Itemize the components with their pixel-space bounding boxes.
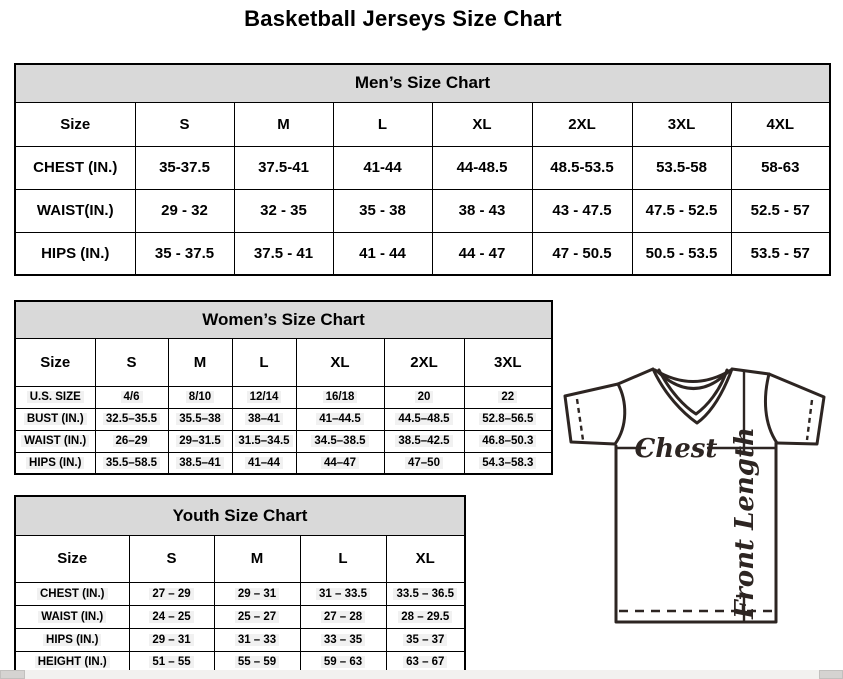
table-cell: 37.5-41 <box>234 146 333 189</box>
table-cell: 4/6 <box>95 386 168 408</box>
youth-header-row <box>15 535 465 582</box>
column-header: M <box>234 102 333 146</box>
table-row <box>15 628 465 651</box>
table-cell: 59 – 63 <box>300 651 386 674</box>
table-cell: 33 – 35 <box>300 628 386 651</box>
table-cell: 47 - 50.5 <box>532 232 632 275</box>
table-row <box>15 605 465 628</box>
column-header: Size <box>15 535 129 582</box>
womens-header-row <box>15 338 552 386</box>
table-cell: 35 – 37 <box>386 628 465 651</box>
table-cell: 53.5 - 57 <box>731 232 830 275</box>
table-row <box>15 430 552 452</box>
table-row <box>15 146 830 189</box>
jersey-left-sleeve <box>565 384 618 444</box>
table-cell: 16/18 <box>296 386 384 408</box>
table-cell: 52.5 - 57 <box>731 189 830 232</box>
table-cell: 24 – 25 <box>129 605 214 628</box>
row-label: HEIGHT (IN.) <box>15 651 129 674</box>
youth-size-table <box>14 495 466 675</box>
column-header: 3XL <box>632 102 731 146</box>
table-cell: 58-63 <box>731 146 830 189</box>
row-label: BUST (IN.) <box>15 408 95 430</box>
table-cell: 50.5 - 53.5 <box>632 232 731 275</box>
jersey-right-cuff-dashes <box>807 400 812 440</box>
table-cell: 29 – 31 <box>214 582 300 605</box>
table-cell: 41–44.5 <box>296 408 384 430</box>
table-row <box>15 408 552 430</box>
row-label: CHEST (IN.) <box>15 582 129 605</box>
table-cell: 29 - 32 <box>135 189 234 232</box>
table-row <box>15 189 830 232</box>
table-cell: 35.5–58.5 <box>95 452 168 474</box>
horizontal-scrollbar[interactable] <box>0 670 843 679</box>
table-cell: 63 – 67 <box>386 651 465 674</box>
table-cell: 41 - 44 <box>333 232 432 275</box>
table-cell: 41–44 <box>232 452 296 474</box>
table-cell: 35.5–38 <box>168 408 232 430</box>
table-cell: 26–29 <box>95 430 168 452</box>
table-cell: 25 – 27 <box>214 605 300 628</box>
column-header: S <box>129 535 214 582</box>
jersey-left-shoulder <box>618 369 653 384</box>
scroll-right-button[interactable] <box>819 670 843 679</box>
table-cell: 38–41 <box>232 408 296 430</box>
table-cell: 31 – 33 <box>214 628 300 651</box>
womens-size-table <box>14 300 553 475</box>
table-cell: 27 – 28 <box>300 605 386 628</box>
table-cell: 29–31.5 <box>168 430 232 452</box>
row-label: HIPS (IN.) <box>15 232 135 275</box>
table-cell: 47.5 - 52.5 <box>632 189 731 232</box>
column-header: XL <box>386 535 465 582</box>
table-cell: 44.5–48.5 <box>384 408 464 430</box>
column-header: XL <box>432 102 532 146</box>
row-label: WAIST (IN.) <box>15 605 129 628</box>
jersey-right-shoulder <box>732 369 769 374</box>
table-cell: 27 – 29 <box>129 582 214 605</box>
table-cell: 34.5–38.5 <box>296 430 384 452</box>
column-header: Size <box>15 102 135 146</box>
table-cell: 28 – 29.5 <box>386 605 465 628</box>
youth-table-title: Youth Size Chart <box>15 496 465 535</box>
mens-header-row <box>15 102 830 146</box>
table-cell: 55 – 59 <box>214 651 300 674</box>
column-header: 2XL <box>532 102 632 146</box>
page-title: Basketball Jerseys Size Chart <box>244 6 562 31</box>
table-row <box>15 452 552 474</box>
table-cell: 22 <box>464 386 552 408</box>
table-cell: 38.5–41 <box>168 452 232 474</box>
jersey-measurement-diagram <box>553 353 843 673</box>
table-cell: 37.5 - 41 <box>234 232 333 275</box>
table-cell: 54.3–58.3 <box>464 452 552 474</box>
chest-label: Chest <box>634 434 718 464</box>
mens-table-title: Men’s Size Chart <box>15 64 830 102</box>
table-cell: 35 - 37.5 <box>135 232 234 275</box>
column-header: Size <box>15 338 95 386</box>
table-cell: 43 - 47.5 <box>532 189 632 232</box>
column-header: 3XL <box>464 338 552 386</box>
table-cell: 51 – 55 <box>129 651 214 674</box>
mens-size-table <box>14 63 831 276</box>
column-header: L <box>300 535 386 582</box>
table-cell: 38.5–42.5 <box>384 430 464 452</box>
table-cell: 44–47 <box>296 452 384 474</box>
table-cell: 33.5 – 36.5 <box>386 582 465 605</box>
column-header: M <box>168 338 232 386</box>
table-cell: 52.8–56.5 <box>464 408 552 430</box>
table-cell: 46.8–50.3 <box>464 430 552 452</box>
column-header: 2XL <box>384 338 464 386</box>
column-header: L <box>232 338 296 386</box>
front-length-label: Front Length <box>730 427 760 619</box>
table-cell: 44-48.5 <box>432 146 532 189</box>
table-cell: 8/10 <box>168 386 232 408</box>
column-header: M <box>214 535 300 582</box>
row-label: CHEST (IN.) <box>15 146 135 189</box>
table-row <box>15 582 465 605</box>
column-header: XL <box>296 338 384 386</box>
table-cell: 53.5-58 <box>632 146 731 189</box>
table-cell: 48.5-53.5 <box>532 146 632 189</box>
jersey-left-cuff-dashes <box>577 399 583 440</box>
row-label: HIPS (IN.) <box>15 628 129 651</box>
row-label: U.S. SIZE <box>15 386 95 408</box>
column-header: S <box>135 102 234 146</box>
column-header: L <box>333 102 432 146</box>
scroll-left-button[interactable] <box>0 670 25 679</box>
jersey-right-seam <box>765 374 777 443</box>
table-cell: 44 - 47 <box>432 232 532 275</box>
table-cell: 32 - 35 <box>234 189 333 232</box>
table-cell: 29 – 31 <box>129 628 214 651</box>
jersey-left-seam <box>615 384 625 444</box>
row-label: WAIST(IN.) <box>15 189 135 232</box>
table-cell: 32.5–35.5 <box>95 408 168 430</box>
table-cell: 20 <box>384 386 464 408</box>
table-cell: 31 – 33.5 <box>300 582 386 605</box>
table-cell: 35 - 38 <box>333 189 432 232</box>
table-cell: 35-37.5 <box>135 146 234 189</box>
row-label: HIPS (IN.) <box>15 452 95 474</box>
table-row <box>15 232 830 275</box>
womens-table-title: Women’s Size Chart <box>15 301 552 338</box>
row-label: WAIST (IN.) <box>15 430 95 452</box>
table-row <box>15 386 552 408</box>
column-header: 4XL <box>731 102 830 146</box>
table-cell: 41-44 <box>333 146 432 189</box>
jersey-right-sleeve <box>769 374 824 444</box>
table-cell: 31.5–34.5 <box>232 430 296 452</box>
table-cell: 47–50 <box>384 452 464 474</box>
table-cell: 12/14 <box>232 386 296 408</box>
table-cell: 38 - 43 <box>432 189 532 232</box>
column-header: S <box>95 338 168 386</box>
